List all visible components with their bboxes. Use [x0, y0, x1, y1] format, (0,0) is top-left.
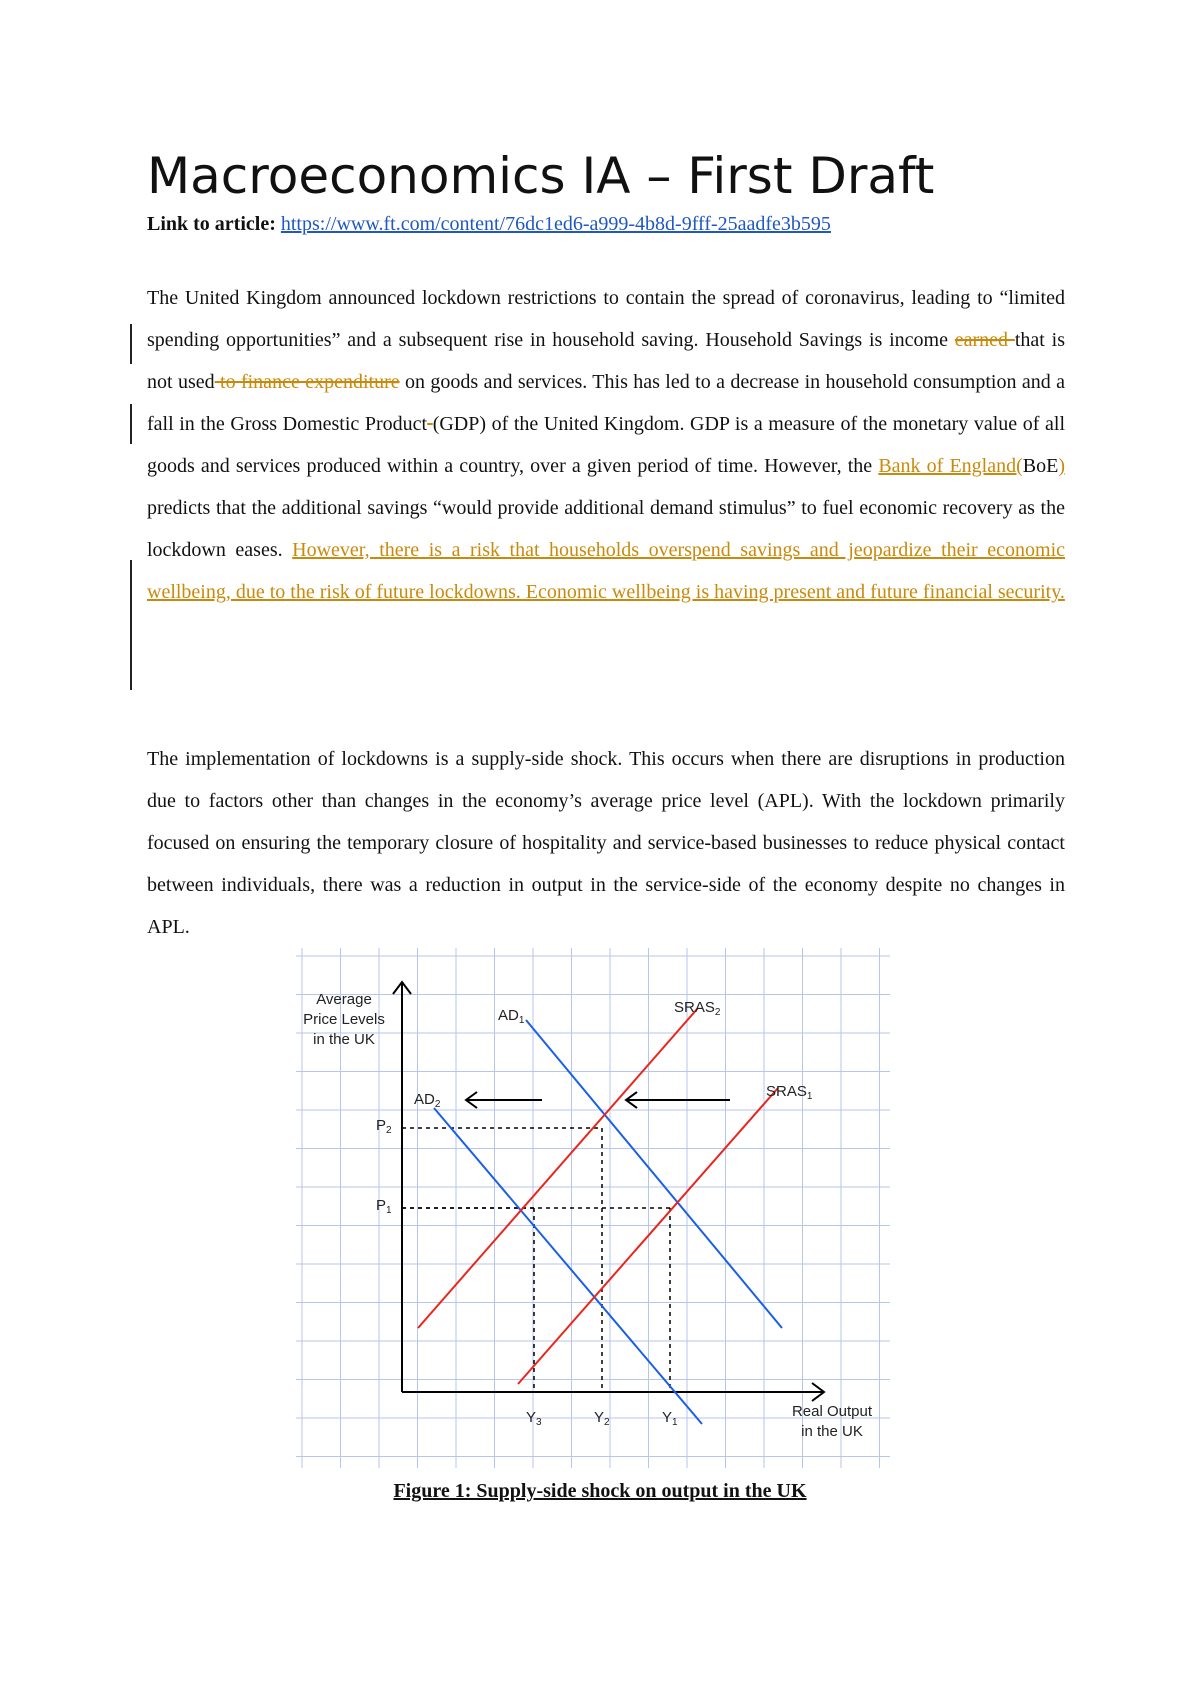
sras2-label: $SRAS_2$: [674, 999, 721, 1018]
output-label-y2: $Y_2$: [594, 1409, 610, 1428]
y-axis-label-line-2: Price Levels: [303, 1011, 385, 1028]
ad2-label: $AD_2$: [414, 1091, 441, 1110]
x-axis-label-line-2: in the UK: [801, 1423, 863, 1440]
x-axis-label-line-1: Real Output: [791, 1403, 873, 1420]
paragraph-2: The implementation of lockdowns is a supply-side shock. This occurs when there are disruptions in production due to factors other than changes in the economy’s average price level (APL). With the lockdown primarily focused on ensuring the temporary closure of hospitality and service-based businesses to reduce physical contact between individuals, there was a reduction in output in the service-side of the economy despite no changes in APL.: [147, 748, 1065, 938]
figure-caption: Figure 1: Supply-side shock on output in the UK: [393, 1480, 807, 1502]
price-label-p2: $P_2$: [376, 1117, 392, 1136]
text-run: on goods and services. This has led to a decrease in household consumption and a fall in the Gross Domestic Product: [147, 371, 1066, 435]
deleted-text: to finance expenditure: [214, 371, 400, 393]
article-link-line: [147, 213, 1067, 236]
output-label-y1: $Y_1$: [662, 1409, 678, 1428]
output-label-y3: $Y_3$: [526, 1409, 542, 1428]
paragraph-1: [147, 277, 1065, 613]
ad1-label: $AD_1$: [498, 1007, 525, 1026]
deleted-text: earned: [954, 329, 1015, 351]
price-label-p1: $P_1$: [376, 1197, 392, 1216]
text-run: that is not used: [147, 329, 1065, 393]
inserted-text: However, there is a risk that households overspend savings and jeopardize their economic wellbeing, due to the risk of future lockdowns. Economic wellbeing is having present and future financial security.: [147, 539, 1065, 603]
text-run: (GDP) of the United Kingdom. GDP is a measure of the monetary value of all goods and services produced within a country, over a given period of time. However, the: [147, 413, 1065, 477]
change-bar: [130, 560, 132, 690]
y-axis-label-line-1: Average: [316, 991, 372, 1008]
y-axis-label-line-3: in the UK: [313, 1031, 375, 1048]
inserted-text: ): [1058, 455, 1066, 477]
change-bar: [130, 324, 132, 364]
text-run: BoE: [1022, 455, 1059, 477]
article-link[interactable]: https://www.ft.com/content/76dc1ed6-a999-4b8d-9fff-25aadfe3b595: [280, 213, 831, 235]
text-run: The United Kingdom announced lockdown restrictions to contain the spread of coronavirus, leading to “limited spending opportunities” and a subsequent rise in household saving. Household Savings is income: [147, 287, 1065, 351]
text-run: predicts that the additional savings “would provide additional demand stimulus” to fuel economic recovery as the lockdown eases.: [147, 497, 1065, 561]
document-title: Macroeconomics IA – First Draft: [147, 147, 935, 205]
inserted-text: Bank of England(: [878, 455, 1023, 477]
change-bar: [130, 404, 132, 444]
link-label: Link to article:: [147, 213, 276, 235]
figure-1: [296, 948, 890, 1468]
sras1-label: $SRAS_1$: [766, 1083, 813, 1102]
supply-shock-chart: [296, 948, 890, 1468]
